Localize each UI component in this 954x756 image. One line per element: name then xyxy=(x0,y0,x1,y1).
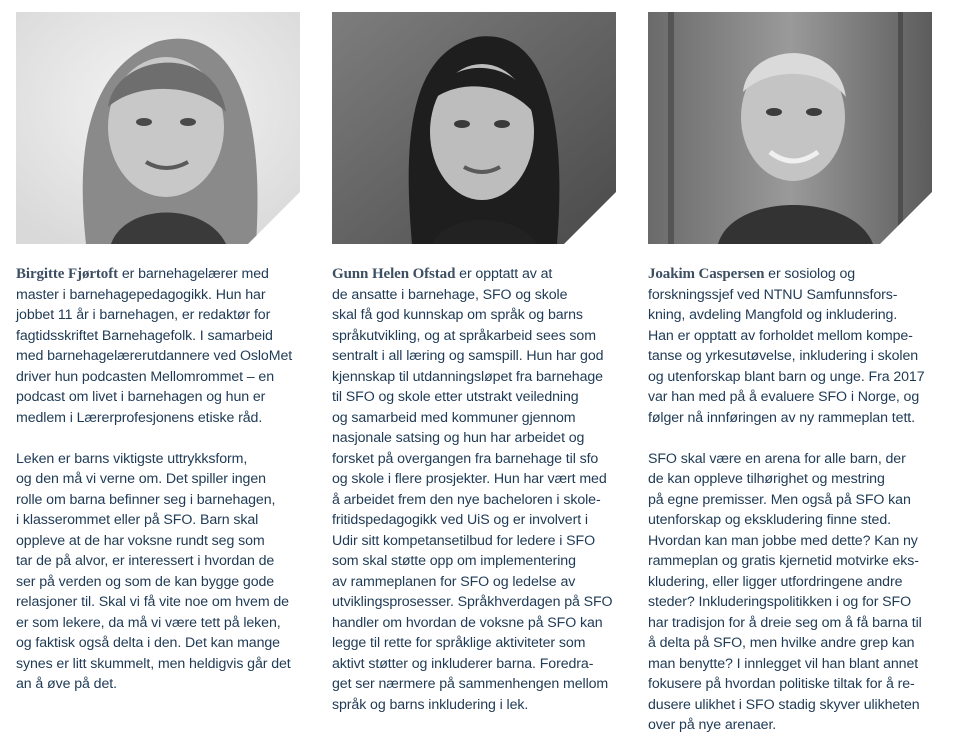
talk-line: kludering, eller ligger utfordringene andre xyxy=(648,573,903,590)
bio-line: fritidspedagogikk ved UiS og er involvert i xyxy=(332,512,588,528)
talk-line: Hvordan kan man jobbe med dette? Kan ny xyxy=(648,532,918,549)
bio-line: fagtidsskriftet Barnehagefolk. I samarbeid xyxy=(16,327,273,344)
bio-line: kning, avdeling Mangfold og inkludering. xyxy=(648,307,898,323)
bio-line: forskningssjef ved NTNU Samfunnsfors- xyxy=(648,286,898,303)
talk-line: har tradisjon for å dreie seg om å få barna til xyxy=(648,614,922,631)
bio-line: driver hun podcasten Mellomrommet – en xyxy=(16,368,275,385)
speaker-column-1 xyxy=(16,12,302,715)
bio-line: get ser nærmere på sammenhengen mellom xyxy=(332,676,609,692)
talk-line: Leken er barns viktigste uttrykksform, xyxy=(16,450,248,467)
talk-line: dusere ulikhet i SFO stadig skyver ulikheten xyxy=(648,696,920,713)
speaker-name: Joakim Caspersen xyxy=(648,266,765,282)
bio-line: og utenforskap blant barn og unge. Fra 2017 xyxy=(648,368,925,385)
speaker-name: Birgitte Fjørtoft xyxy=(16,266,118,282)
bio-line: de ansatte i barnehage, SFO og skole xyxy=(332,286,568,303)
bio-line: kjennskap til utdanningsløpet fra barnehage xyxy=(332,368,603,385)
speaker-column-3 xyxy=(648,12,934,756)
speaker-bio: Joakim Caspersen er sosiolog og forskningssjef ved NTNU Samfunnsfors- kning, avdeling Mangfold og inkludering. Han er opptatt av forholdet mellom kompe- tanse og yrkesutøvelse, inkludering i skolen og utenforskap blant barn og unge. Fra 2017 var han med på å evaluere SFO i Norge, og følger nå innføringen av ny rammeplan tett. xyxy=(648,264,934,428)
talk-line: utenforskap og ekskludering finne sted. xyxy=(648,512,891,528)
bio-line: utviklingsprosesser. Språkhverdagen på SFO xyxy=(332,594,613,610)
bio-line: aktivt støtter og inkluderer barna. Foredra- xyxy=(332,655,594,672)
talk-line: oppleve at de har voksne rundt seg som xyxy=(16,532,265,549)
bio-line: nasjonale satsing og hun har arbeidet og xyxy=(332,430,585,446)
bio-line: og samarbeid med kommuner gjennom xyxy=(332,409,576,426)
talk-line: ser på verden og som de kan bygge gode xyxy=(16,573,275,590)
bio-line: master i barnehagepedagogikk. Hun har xyxy=(16,286,266,303)
portrait-image xyxy=(332,12,616,244)
talk-line: i klasserommet eller på SFO. Barn skal xyxy=(16,512,259,528)
talk-line: relasjoner til. Skal vi få vite noe om hvem de xyxy=(16,594,289,610)
talk-line: de kan oppleve tilhørighet og mestring xyxy=(648,471,885,487)
bio-line: til SFO og skole etter utstrakt veiledning xyxy=(332,389,579,405)
bio-line: følger nå innføringen av ny rammeplan tett. xyxy=(648,409,915,426)
speaker-photo xyxy=(332,12,616,244)
talk-line: SFO skal være en arena for alle barn, der xyxy=(648,450,906,467)
bio-line: skal få god kunnskap om språk og barns xyxy=(332,307,583,323)
talk-line: rolle om barna befinner seg i barnehagen, xyxy=(16,491,276,508)
bio-line: som skal støtte opp om implementering xyxy=(332,553,576,569)
bio-line: jobbet 11 år i barnehagen, er redaktør for xyxy=(16,307,271,323)
talk-line: fokusere på hvordan politiske tiltak for å re- xyxy=(648,676,915,692)
talk-line: over på nye arenaer. xyxy=(648,717,777,733)
speaker-photo xyxy=(16,12,300,244)
portrait-image xyxy=(648,12,932,244)
bio-line: forsket på overgangen fra barnehage til sfo xyxy=(332,450,599,467)
talk-line: synes er litt skummelt, men heldigvis går det xyxy=(16,655,291,672)
bio-line: språk og barns inkludering i lek. xyxy=(332,696,529,713)
bio-line: legge til rette for språklige aktiviteter som xyxy=(332,635,586,651)
portrait-image xyxy=(16,12,300,244)
speaker-bio: Gunn Helen Ofstad er opptatt av at de ansatte i barnehage, SFO og skole skal få god kunnskap om språk og barns språkutvikling, og at språkarbeid sees som sentralt i all læring og samspill. Hun har god kjennskap til utdanningsløpet fra barnehage til SFO og skole etter utstrakt veiledning og samarbeid med kommuner gjennom nasjonale satsing og hun har arbeidet og forsket på overgangen fra barnehage til sfo og skole i flere prosjekter. Hun har vært med å arbeidet frem den nye bacheloren i skole- fritidspedagogikk ved UiS og er involvert i Udir sitt kompetansetilbud for ledere i SFO som skal støtte opp om implementering av rammeplanen for SFO og ledelse av utviklingsprosesser. Språkhverdagen på SFO handler om hvordan de voksne på SFO kan legge til rette for språklige aktiviteter som aktivt støtter og inkluderer barna. Foredra- get ser nærmere på sammenhengen mellom språk og barns inkludering i lek. xyxy=(332,264,618,715)
bio-line: og skole i flere prosjekter. Hun har vært med xyxy=(332,471,607,487)
bio-line: var han med på å evaluere SFO i Norge, og xyxy=(648,389,920,405)
bio-line: med barnehagelærerutdannere ved OsloMet xyxy=(16,348,293,364)
bio-line: medlem i Lærerprofesjonens etiske råd. xyxy=(16,409,263,426)
talk-line: er som lekere, da må vi være tett på leken, xyxy=(16,614,281,631)
speaker-photo xyxy=(648,12,932,244)
bio-line: handler om hvordan de voksne på SFO kan xyxy=(332,614,603,631)
talk-line: tar de på alvor, er interessert i hvordan de xyxy=(16,553,275,569)
talk-description xyxy=(648,449,934,736)
talk-line: an å øve på det. xyxy=(16,676,117,692)
talk-line: og den må vi verne om. Det spiller ingen xyxy=(16,471,266,487)
bio-line: Udir sitt kompetansetilbud for ledere i SFO xyxy=(332,532,596,549)
talk-line: rammeplan og gratis kjernetid motvirke eks- xyxy=(648,553,919,569)
bio-line: tanse og yrkesutøvelse, inkludering i skolen xyxy=(648,348,919,364)
speaker-bio: Birgitte Fjørtoft er barnehagelærer med master i barnehagepedagogikk. Hun har jobbet 11 år i barnehagen, er redaktør for fagtidsskriftet Barnehagefolk. I samarbeid med barnehagelærerutdannere ved OsloMet driver hun podcasten Mellomrommet – en podcast om livet i barnehagen og hun er medlem i Lærerprofesjonens etiske råd. xyxy=(16,264,302,428)
bio-line: av rammeplanen for SFO og ledelse av xyxy=(332,573,576,590)
bio-line: sentralt i all læring og samspill. Hun har god xyxy=(332,348,604,364)
bio-line: å arbeidet frem den nye bacheloren i skole- xyxy=(332,491,601,508)
bio-line: podcast om livet i barnehagen og hun er xyxy=(16,389,266,405)
talk-line: steder? Inkluderingspolitikken i og for SFO xyxy=(648,594,912,610)
talk-line: å delta på SFO, men hvilke andre grep kan xyxy=(648,635,915,651)
bio-line: språkutvikling, og at språkarbeid sees som xyxy=(332,327,596,344)
talk-line: man benytte? I innlegget vil han blant annet xyxy=(648,655,919,672)
talk-line: på egne premisser. Men også på SFO kan xyxy=(648,491,911,508)
bio-line: Han er opptatt av forholdet mellom kompe- xyxy=(648,327,913,344)
speaker-column-2 xyxy=(332,12,618,736)
talk-line: og faktisk også delta i den. Det kan mange xyxy=(16,635,280,651)
talk-description xyxy=(16,449,302,695)
speaker-name: Gunn Helen Ofstad xyxy=(332,266,456,282)
